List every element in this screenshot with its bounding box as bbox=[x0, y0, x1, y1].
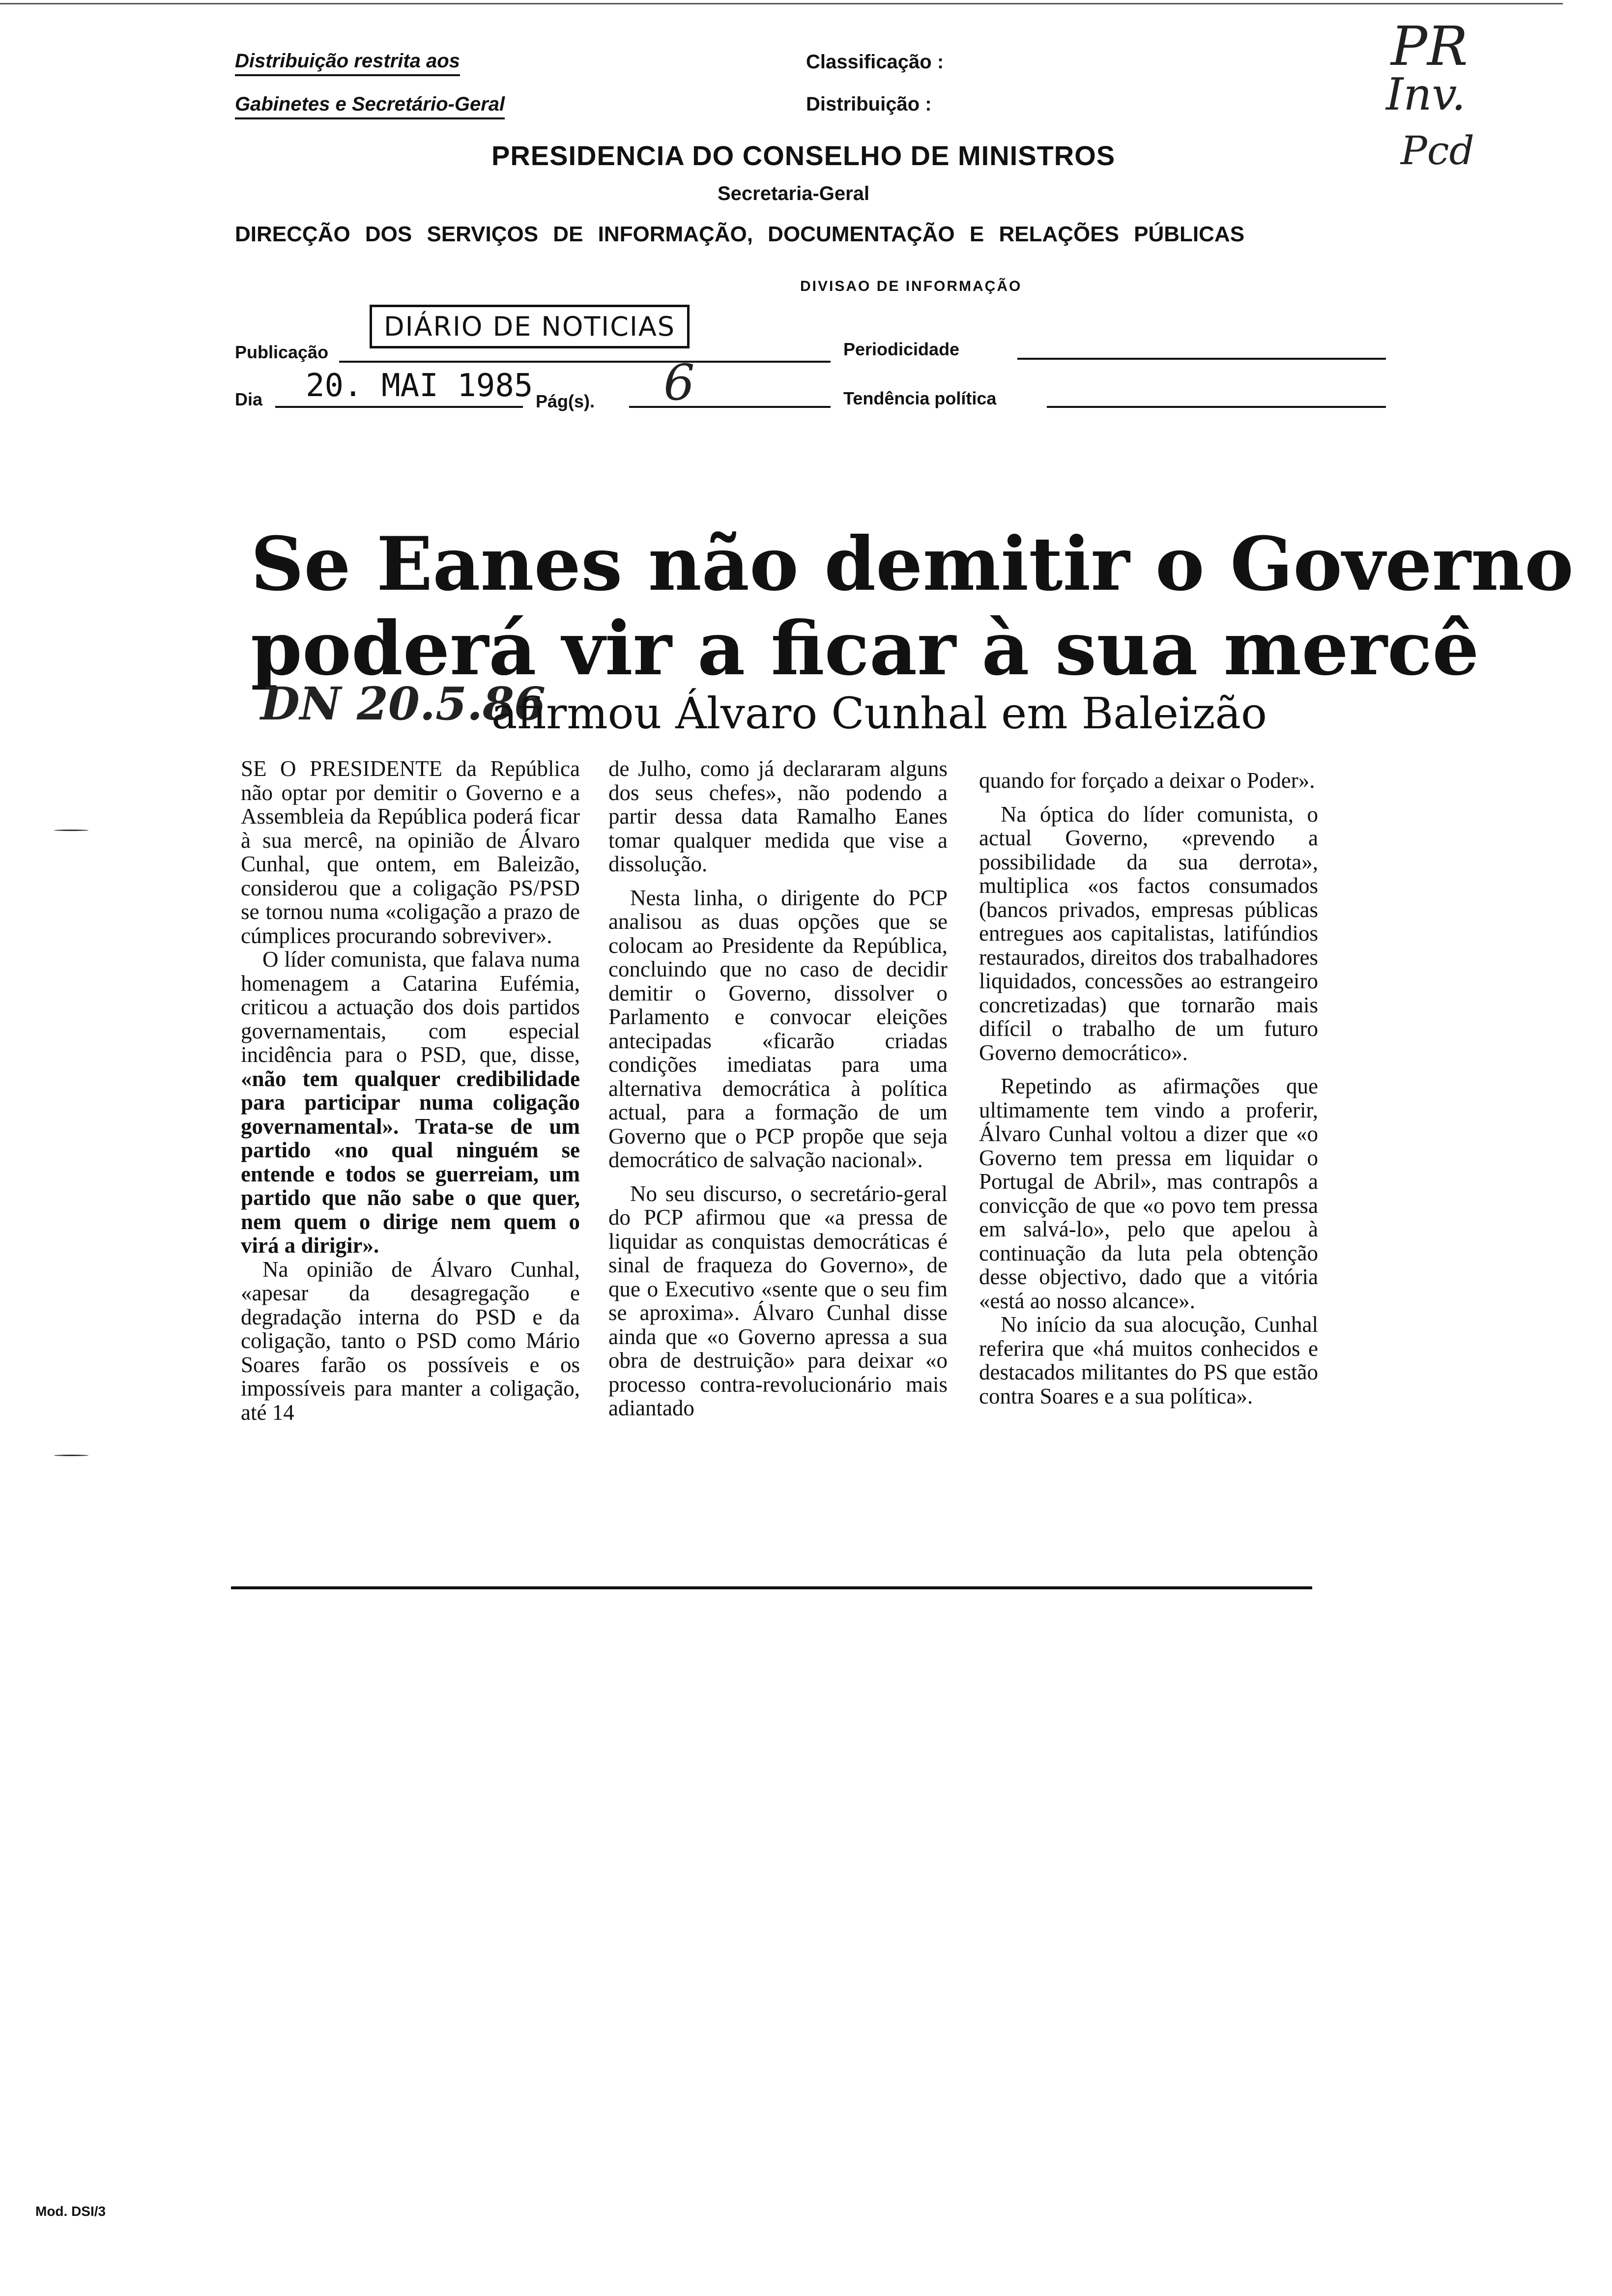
column2-paragraph1: de Julho, como já declararam alguns dos seus chefes», não podendo a partir dessa data Ramalho Eanes tomar qualquer medida que vise a dissolução. bbox=[608, 756, 948, 876]
directorate-title: DIRECÇÃO DOS SERVIÇOS DE INFORMAÇÃO, DOCUMENTAÇÃO E RELAÇÕES PÚBLICAS bbox=[235, 222, 1245, 246]
day-stamp: 20. MAI 1985 bbox=[306, 368, 533, 404]
article-bottom-rule bbox=[231, 1586, 1312, 1589]
article-column-1 bbox=[241, 757, 580, 1424]
political-trend-line bbox=[1047, 406, 1386, 408]
organization-title: PRESIDENCIA DO CONSELHO DE MINISTROS bbox=[491, 140, 1116, 171]
column2-paragraph3: No seu discurso, o secretário-geral do PCP afirmou que «a pressa de liquidar as conquistas democráticas é sinal de fraqueza do Governo», de que o Executivo «sente que o seu fim se aproxima». Álvaro Cunhal disse ainda que «o Governo apressa a sua obra de destruição» para deixar «o processo contra-revolucionário mais adiantado bbox=[608, 1181, 948, 1420]
handwritten-clipping-reference: DN 20.5.86 bbox=[260, 677, 546, 730]
periodicity-line bbox=[1017, 358, 1386, 360]
secretariat-title: Secretaria-Geral bbox=[718, 183, 870, 204]
article-column-3 bbox=[979, 769, 1318, 1408]
pages-label: Pág(s). bbox=[536, 391, 595, 411]
article-headline-line1: Se Eanes não demitir o Governo bbox=[251, 521, 1574, 607]
periodicity-label: Periodicidade bbox=[843, 339, 960, 359]
column3-paragraph3: Repetindo as afirmações que ultimamente tem vindo a proferir, Álvaro Cunhal voltou a dizer que «o Governo tem pressa em liquidar o Portugal de Abril», mas contrapôs a convicção de que «o povo tem pressa em salvá-lo», pelo que apelou à continuação da luta pela obtenção desse objectivo, dado que a vitória «está ao nosso alcance». bbox=[979, 1074, 1318, 1313]
division-title: DIVISAO DE INFORMAÇÃO bbox=[800, 278, 1022, 294]
classification-label: Classificação : bbox=[806, 51, 944, 73]
pages-handwritten: 6 bbox=[663, 354, 695, 411]
restricted-distribution-line1: Distribuição restrita aos bbox=[235, 50, 460, 76]
restricted-distribution-line2: Gabinetes e Secretário-Geral bbox=[235, 93, 505, 119]
handwritten-note-inv: Inv. bbox=[1386, 69, 1466, 120]
publication-underline bbox=[339, 361, 831, 363]
day-label: Dia bbox=[235, 389, 263, 409]
column3-paragraph2: Na óptica do líder comunista, o actual Governo, «prevendo a possibilidade da sua derrota», multiplica «os factos consumados (bancos privados, empresas públicas entregues aos capitalistas, latifúndios restaurados, direitos dos trabalhadores liquidados, concessões ao estrangeiro concretizadas) que tornarão mais difícil o trabalho de um futuro Governo democrático». bbox=[979, 802, 1318, 1065]
day-underline bbox=[275, 406, 523, 408]
publication-label: Publicação bbox=[235, 342, 329, 362]
article-headline-line2: poderá vir a ficar à sua mercê bbox=[251, 605, 1479, 692]
handwritten-note-pcd: Pcd bbox=[1401, 128, 1474, 173]
form-code: Mod. DSI/3 bbox=[35, 2204, 106, 2219]
handwritten-note-pr: PR bbox=[1391, 15, 1468, 78]
column3-paragraph1: quando for forçado a deixar o Poder». bbox=[979, 768, 1315, 793]
column1-paragraph1: SE O PRESIDENTE da República não optar por demitir o Governo e a Assembleia da República poderá ficar à sua mercê, na opinião de Álvaro Cunhal, que ontem, em Baleizão, considerou que a coligação PS/PSD se tornou numa «coligação a prazo de cúmplices procurando sobreviver». bbox=[241, 756, 580, 948]
column1-paragraph3: Na opinião de Álvaro Cunhal, «apesar da desagregação e degradação interna do PSD e da coligação, tanto o PSD como Mário Soares farão os possíveis e os impossíveis para manter a coligação, até 14 bbox=[241, 1257, 580, 1425]
margin-mark-lower bbox=[54, 1455, 88, 1456]
column2-paragraph2: Nesta linha, o dirigente do PCP analisou as duas opções que se colocam ao Presidente da República, concluindo que no caso de decidir demitir o Governo, dissolver o Parlamento e convocar eleições antecipadas «ficarão criadas condições imediatas para uma alternativa democrática à política actual, para a formação de um Governo que o PCP propõe que seja democrático de salvação nacional». bbox=[608, 885, 948, 1172]
column3-paragraph4: No início da sua alocução, Cunhal referira que «há muitos conhecidos e destacados militantes do PS que estão contra Soares e a sua política». bbox=[979, 1312, 1318, 1408]
political-trend-label: Tendência política bbox=[843, 388, 997, 408]
distribution-label: Distribuição : bbox=[806, 93, 932, 115]
article-column-2 bbox=[608, 757, 948, 1420]
pages-underline bbox=[629, 406, 831, 408]
margin-mark-upper bbox=[54, 830, 88, 831]
column1-paragraph2-text: O líder comunista, que falava numa homenagem a Catarina Eufémia, criticou a actuação dos dois partidos governamentais, com especial incidência para o PSD, que, disse, bbox=[241, 947, 580, 1067]
top-border-line bbox=[0, 3, 1563, 4]
publication-stamp: DIÁRIO DE NOTICIAS bbox=[370, 305, 690, 348]
article-subheadline: afirmou Álvaro Cunhal em Baleizão bbox=[491, 688, 1267, 739]
column1-paragraph2-bold: «não tem qualquer credibilidade para participar numa coligação governamental». Trata-se de um partido «no qual ninguém se entende e todos se guerreiam, um partido que não sabe o que quer, nem quem o dirige nem quem o virá a dirigir». bbox=[241, 1066, 580, 1258]
column1-paragraph2 bbox=[241, 947, 580, 1258]
